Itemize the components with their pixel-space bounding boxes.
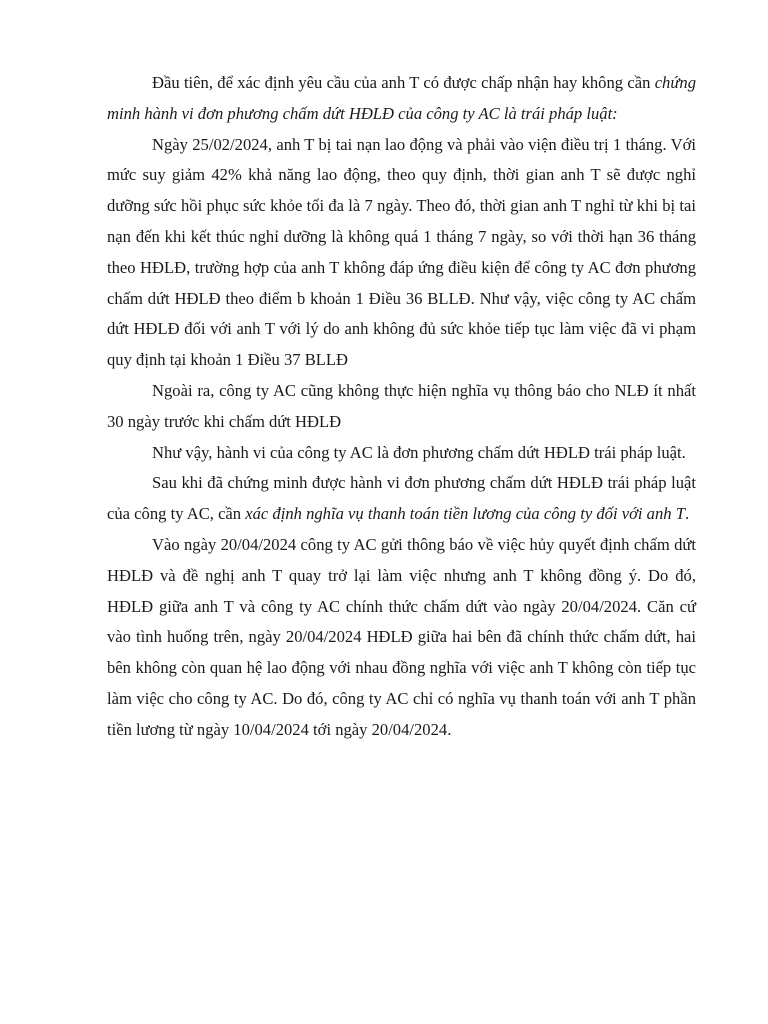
paragraph-italic-text: chứng minh hành vi đơn phương chấm dứt HĐLĐ của công ty AC là trái pháp luật: xyxy=(107,73,696,123)
paragraph-text: Vào ngày 20/04/2024 công ty AC gửi thông báo về việc hủy quyết định chấm dứt HĐLĐ và đề nghị anh T quay trở lại làm việc nhưng anh T không đồng ý. Do đó, HĐLĐ giữa anh T và công ty AC chính thức chấm dứt vào ngày 20/04/2024. Căn cứ vào tình huống trên, ngày 20/04/2024 HĐLĐ giữa hai bên đã chính thức chấm dứt, hai bên không còn quan hệ lao động với nhau đồng nghĩa với việc anh T không còn tiếp tục làm việc cho công ty AC. Do đó, công ty AC chỉ có nghĩa vụ thanh toán với anh T phần tiền lương từ ngày 10/04/2024 tới ngày 20/04/2024. xyxy=(107,534,696,739)
paragraph-tail: . xyxy=(684,504,690,524)
paragraph-text: Ngày 25/02/2024, anh T bị tai nạn lao động và phải vào viện điều trị 1 tháng. Với mức suy giảm 42% khả năng lao động, theo quy định, thời gian anh T sẽ được nghỉ dưỡng sức hồi phục sức khỏe tối đa là 7 ngày. Theo đó, thời gian anh T nghỉ từ khi bị tai nạn đến khi kết thúc nghỉ dưỡng là không quá 1 tháng 7 ngày, so với thời hạn 36 tháng theo HĐLĐ, trường hợp của anh T không đáp ứng điều kiện để công ty AC đơn phương chấm dứt HĐLĐ theo điểm b khoản 1 Điều 36 BLLĐ. Như vậy, việc công ty AC chấm dứt HĐLĐ đối với anh T với lý do anh không đủ sức khỏe tiếp tục làm việc đã vi phạm quy định tại khoản 1 Điều 37 BLLĐ xyxy=(107,134,696,370)
paragraph-termination-date xyxy=(107,530,696,746)
paragraph-italic-text: xác định nghĩa vụ thanh toán tiền lương của công ty đối với anh T xyxy=(245,504,685,524)
paragraph-text: Như vậy, hành vi của công ty AC là đơn phương chấm dứt HĐLĐ trái pháp luật. xyxy=(152,442,686,462)
paragraph-accident xyxy=(107,130,696,376)
paragraph-requirement xyxy=(107,68,696,130)
paragraph-text: Đầu tiên, để xác định yêu cầu của anh T có được chấp nhận hay không cần xyxy=(152,73,655,92)
paragraph-text: Ngoài ra, công ty AC cũng không thực hiện nghĩa vụ thông báo cho NLĐ ít nhất 30 ngày trước khi chấm dứt HĐLĐ xyxy=(107,380,696,431)
paragraph-text: Sau khi đã chứng minh được hành vi đơn phương chấm dứt HĐLĐ trái pháp luật của công ty AC, cần xyxy=(107,473,696,524)
paragraph-notice xyxy=(107,376,696,438)
document-page xyxy=(107,68,696,746)
paragraph-conclusion xyxy=(107,438,696,469)
paragraph-salary-obligation xyxy=(107,468,696,530)
